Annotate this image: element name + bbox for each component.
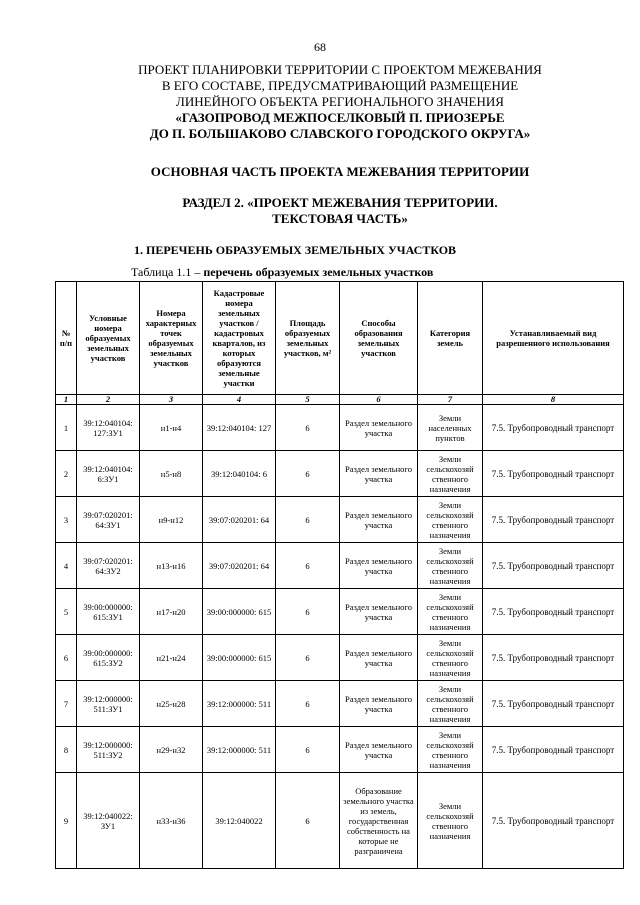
table-cell: 39:12:000000: 511	[203, 681, 276, 727]
table-row	[56, 543, 624, 589]
table-cell: 39:07:020201: 64:ЗУ2	[77, 543, 140, 589]
table-cell: 7.5. Трубопроводный транспорт	[483, 681, 624, 727]
column-number: 2	[77, 395, 140, 405]
caption-title: перечень образуемых земельных участков	[203, 265, 434, 279]
table-cell: 6	[56, 635, 77, 681]
table-cell: 5	[56, 589, 77, 635]
table-row	[56, 589, 624, 635]
column-number: 1	[56, 395, 77, 405]
column-number: 5	[276, 395, 340, 405]
title-line: В ЕГО СОСТАВЕ, ПРЕДУСМАТРИВАЮЩИЙ РАЗМЕЩЕНИЕ	[161, 78, 519, 93]
table-cell: н1-н4	[140, 405, 203, 451]
table-cell: н29-н32	[140, 727, 203, 773]
section-heading-line: ТЕКСТОВАЯ ЧАСТЬ»	[272, 211, 408, 226]
caption-prefix: Таблица 1.1 –	[131, 265, 204, 279]
table-cell: 39:12:040104: 127:ЗУ1	[77, 405, 140, 451]
column-number: 8	[483, 395, 624, 405]
header-cell: Категория земель	[418, 282, 483, 395]
table-cell: 39:00:000000: 615:ЗУ1	[77, 589, 140, 635]
header-cell: Устанавливаемый вид разрешенного использования	[483, 282, 624, 395]
table-row	[56, 727, 624, 773]
table-cell: 7.5. Трубопроводный транспорт	[483, 543, 624, 589]
table-row	[56, 451, 624, 497]
column-number: 4	[203, 395, 276, 405]
table-cell: Раздел земельного участка	[340, 543, 418, 589]
main-heading: ОСНОВНАЯ ЧАСТЬ ПРОЕКТА МЕЖЕВАНИЯ ТЕРРИТОРИИ	[150, 164, 530, 179]
table-cell: Земли сельскохозяй ственного назначения	[418, 727, 483, 773]
table-header-row	[56, 282, 624, 395]
table-cell: 7.5. Трубопроводный транспорт	[483, 405, 624, 451]
table-cell: 39:12:000000: 511:ЗУ1	[77, 681, 140, 727]
table-caption	[131, 265, 433, 280]
table-cell: 6	[276, 635, 340, 681]
column-number: 6	[340, 395, 418, 405]
title-line: ДО П. БОЛЬШАКОВО СЛАВСКОГО ГОРОДСКОГО ОКРУГА»	[149, 126, 531, 141]
header-cell: № п/п	[56, 282, 77, 395]
header-cell: Номера характерных точек образуемых земельных участков	[140, 282, 203, 395]
table-cell: Раздел земельного участка	[340, 451, 418, 497]
section-heading-line: РАЗДЕЛ 2. «ПРОЕКТ МЕЖЕВАНИЯ ТЕРРИТОРИИ.	[182, 195, 498, 210]
table-cell: 7.5. Трубопроводный транспорт	[483, 451, 624, 497]
table-cell: 6	[276, 451, 340, 497]
table-cell: 6	[276, 589, 340, 635]
table-cell: н25-н28	[140, 681, 203, 727]
table-cell: 7	[56, 681, 77, 727]
table-cell: 7.5. Трубопроводный транспорт	[483, 773, 624, 869]
parcels-table	[55, 281, 624, 869]
table-cell: н17-н20	[140, 589, 203, 635]
header-cell: Кадастровые номера земельных участков / кадастровых кварталов, из которых образуются земельные участки	[203, 282, 276, 395]
table-cell: 6	[276, 497, 340, 543]
header-cell: Площадь образуемых земельных участков, м²	[276, 282, 340, 395]
table-cell: Раздел земельного участка	[340, 727, 418, 773]
table-cell: н9-н12	[140, 497, 203, 543]
table-row	[56, 405, 624, 451]
table-cell: н21-н24	[140, 635, 203, 681]
table-cell: 7.5. Трубопроводный транспорт	[483, 635, 624, 681]
table-cell: 7.5. Трубопроводный транспорт	[483, 589, 624, 635]
table-cell: 39:12:040104: 6	[203, 451, 276, 497]
table-cell: Раздел земельного участка	[340, 405, 418, 451]
table-row	[56, 681, 624, 727]
table-cell: 39:12:040022: ЗУ1	[77, 773, 140, 869]
column-number: 3	[140, 395, 203, 405]
table-cell: 39:12:040104: 127	[203, 405, 276, 451]
table-cell: 3	[56, 497, 77, 543]
table-cell: Земли сельскохозяй ственного назначения	[418, 589, 483, 635]
table-cell: 39:12:000000: 511:ЗУ2	[77, 727, 140, 773]
table-cell: 6	[276, 773, 340, 869]
table-cell: Земли сельскохозяй ственного назначения	[418, 451, 483, 497]
table-cell: 6	[276, 405, 340, 451]
table-cell: 39:12:000000: 511	[203, 727, 276, 773]
table-cell: Образование земельного участка из земель, государственная собственность на которые не разграничена	[340, 773, 418, 869]
table-cell: 39:00:000000: 615	[203, 635, 276, 681]
table-cell: 4	[56, 543, 77, 589]
table-cell: 7.5. Трубопроводный транспорт	[483, 727, 624, 773]
page-number: 68	[314, 40, 326, 54]
table-cell: 8	[56, 727, 77, 773]
table-row	[56, 635, 624, 681]
table-cell: 39:07:020201: 64	[203, 497, 276, 543]
document-title	[40, 62, 640, 142]
title-line: ПРОЕКТ ПЛАНИРОВКИ ТЕРРИТОРИИ С ПРОЕКТОМ МЕЖЕВАНИЯ	[138, 62, 542, 77]
header-cell: Условные номера образуемых земельных участков	[77, 282, 140, 395]
table-cell: Земли сельскохозяй ственного назначения	[418, 681, 483, 727]
table-cell: 39:12:040022	[203, 773, 276, 869]
column-number-row	[56, 395, 624, 405]
table-cell: Земли сельскохозяй ственного назначения	[418, 635, 483, 681]
title-line: «ГАЗОПРОВОД МЕЖПОСЕЛКОВЫЙ П. ПРИОЗЕРЬЕ	[175, 110, 505, 125]
table-cell: Раздел земельного участка	[340, 589, 418, 635]
table-cell: Раздел земельного участка	[340, 497, 418, 543]
table-cell: 9	[56, 773, 77, 869]
table-cell: 6	[276, 681, 340, 727]
table-cell: 39:00:000000: 615	[203, 589, 276, 635]
header-cell: Способы образования земельных участков	[340, 282, 418, 395]
table-cell: Земли сельскохозяй ственного назначения	[418, 773, 483, 869]
table-cell: 2	[56, 451, 77, 497]
table-cell: 39:07:020201: 64:ЗУ1	[77, 497, 140, 543]
table-row	[56, 773, 624, 869]
title-line: ЛИНЕЙНОГО ОБЪЕКТА РЕГИОНАЛЬНОГО ЗНАЧЕНИЯ	[176, 94, 504, 109]
table-cell: Земли сельскохозяй ственного назначения	[418, 497, 483, 543]
table-row	[56, 497, 624, 543]
table-cell: Земли населенных пунктов	[418, 405, 483, 451]
table-cell: 39:00:000000: 615:ЗУ2	[77, 635, 140, 681]
table-cell: н33-н36	[140, 773, 203, 869]
table-cell: Земли сельскохозяй ственного назначения	[418, 543, 483, 589]
table-cell: н13-н16	[140, 543, 203, 589]
table-cell: 1	[56, 405, 77, 451]
subheading: 1. ПЕРЕЧЕНЬ ОБРАЗУЕМЫХ ЗЕМЕЛЬНЫХ УЧАСТКОВ	[134, 243, 457, 257]
table-cell: 6	[276, 543, 340, 589]
section-heading	[40, 195, 640, 227]
table-cell: 39:07:020201: 64	[203, 543, 276, 589]
table-cell: Раздел земельного участка	[340, 681, 418, 727]
table-cell: н5-н8	[140, 451, 203, 497]
table-cell: 7.5. Трубопроводный транспорт	[483, 497, 624, 543]
table-cell: 39:12:040104: 6:ЗУ1	[77, 451, 140, 497]
table-cell: Раздел земельного участка	[340, 635, 418, 681]
column-number: 7	[418, 395, 483, 405]
table-cell: 6	[276, 727, 340, 773]
